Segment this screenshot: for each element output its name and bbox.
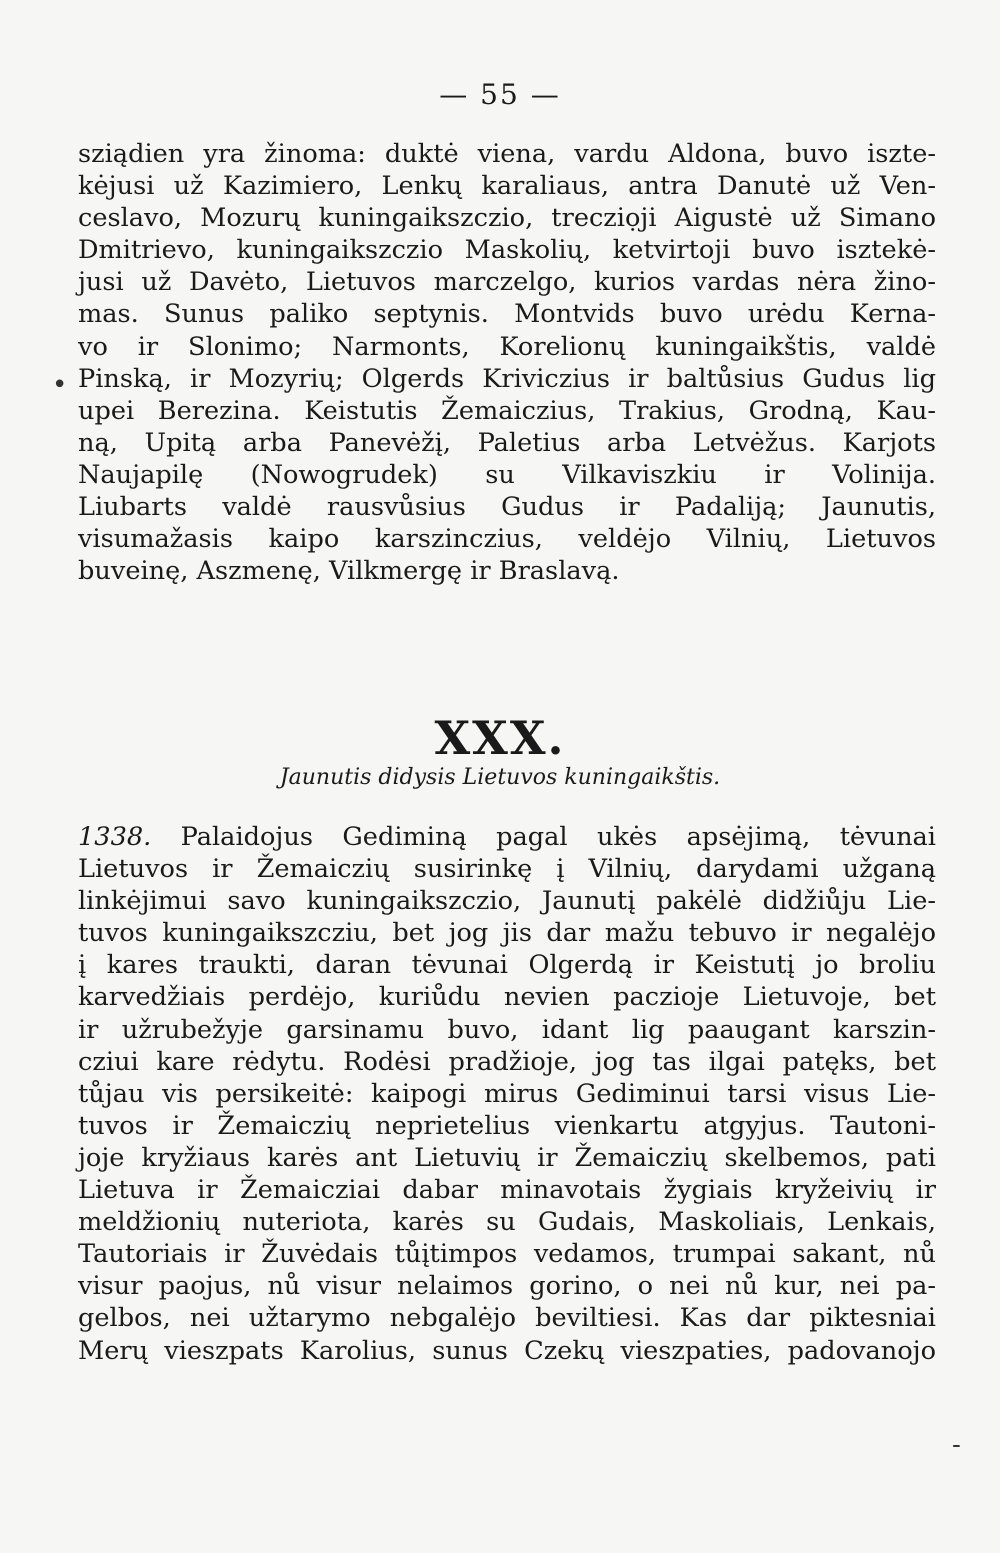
paragraph-1 [78,138,936,587]
text-line: gelbos, nei užtarymo nebgalėjo beviltiesi. Kas dar piktesniai [78,1303,936,1334]
text-line: tuvos ir Žemaiczių neprietelius vienkartu atgyjus. Tautoni- [78,1110,936,1141]
text-line: visur paojus, nů visur nelaimos gorino, o nei nů kur, nei pa- [78,1271,936,1302]
chapter-heading: XXX. [434,711,566,765]
text-line: Pinską, ir Mozyrių; Olgerds Kriviczius ir baltůsius Gudus lig [78,363,936,394]
text-line: buveinę, Aszmenę, Vilkmergę ir Braslavą. [78,556,620,587]
first-text-line [78,821,936,853]
text-line: Lietuvos ir Žemaiczių susirinkę į Vilnių, darydami užganą [78,854,936,885]
margin-mark-right: - [952,1430,961,1460]
text-line: visumažasis kaipo karszinczius, veldėjo Vilnių, Lietuvos [78,524,936,555]
text-line: sziądien yra žinoma: duktė viena, vardu Aldona, buvo iszte- [78,139,936,169]
text-line: tůjau vis persikeitė: kaipogi mirus Gediminui tarsi visus Lie- [78,1078,936,1109]
text-line: ceslavo, Mozurų kuningaikszczio, trecziọji Aigustė už Simano [78,203,936,234]
text-line: Lietuva ir Žemaicziai dabar minavotais žygiais kryžeivių ir [78,1175,936,1206]
margin-mark-left: • [52,370,68,400]
text-line: Tautoriais ir Žuvėdais tůįtimpos vedamos, trumpai sakant, nů [78,1239,936,1270]
text-line: joje kryžiaus karės ant Lietuvių ir Žemaiczių skelbemos, pati [78,1142,936,1173]
text-line: ir užrubežyje garsinamu buvo, idant lig paaugant karszin- [78,1014,936,1045]
text-line: linkėjimui savo kuningaikszczio, Jaunutį pakėlė didžiůju Lie- [78,886,936,917]
text-line: upei Berezina. Keistutis Žemaiczius, Trakius, Grodną, Kau- [78,395,936,426]
text-line: Naujapilę (Nowogrudek) su Vilkaviszkiu ir Volinija. [78,459,936,490]
paragraph-2 [78,821,936,1367]
text-line: vo ir Slonimo; Narmonts, Korelionų kuningaikštis, valdė [78,331,936,362]
chapter-subtitle: Jaunutis didysis Lietuvos kuningaikštis. [279,765,721,790]
text-line: jusi už Davėto, Lietuvos marczelgo, kurios vardas nėra žino- [78,267,936,298]
text-line: kėjusi už Kazimiero, Lenkų karaliaus, antra Danutė už Ven- [78,171,936,202]
text-line: Dmitrievo, kuningaikszczio Maskolių, ketvirtoji buvo isztekė- [78,235,936,266]
page-number: — 55 — [439,78,561,111]
text-line: į kares traukti, daran tėvunai Olgerdą ir Keistutį jo broliu [78,950,936,981]
text-line: Merų vieszpats Karolius, sunus Czekų vieszpaties, padovanojo [78,1335,936,1366]
text-line: cziui kare rėdytu. Rodėsi pradžioje, jog tas ilgai patęks, bet [78,1046,936,1077]
text-line: tuvos kuningaikszcziu, bet jog jis dar mažu tebuvo ir negalėjo [78,918,936,949]
text-line: mas. Sunus paliko septynis. Montvids buvo urėdu Kerna- [78,299,936,330]
year-label: 1338. [78,822,152,852]
text-line: meldžionių nuteriota, karės su Gudais, Maskoliais, Lenkais, [78,1207,936,1238]
first-line-text: Palaidojus Gediminą pagal ukės apsėjimą, tėvunai [151,822,936,852]
text-line: Liubarts valdė rausvůsius Gudus ir Padaliją; Jaunutis, [78,492,936,523]
text-line: ną, Upitą arba Panevėžį, Paletius arba Letvėžus. Karjots [78,427,936,458]
text-line: karvedžiais perdėjo, kuriůdu nevien paczioje Lietuvoje, bet [78,982,936,1013]
